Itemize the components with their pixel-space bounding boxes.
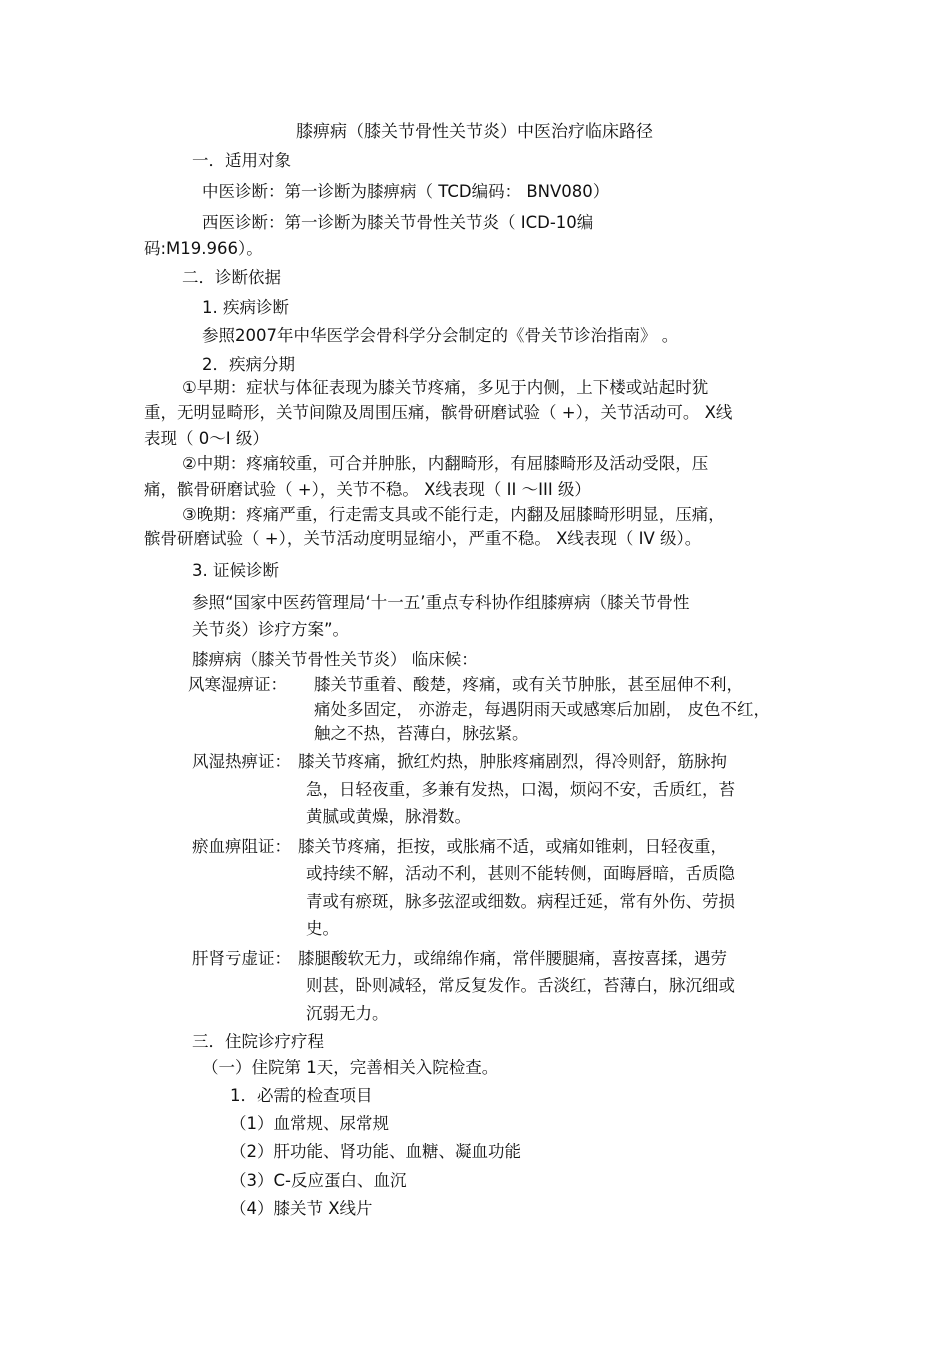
syndrome-wind-damp-heat-line-3: 黄腻或黄燥，脉滑数。 xyxy=(306,807,471,826)
clinical-syndromes-heading: 膝痹病（膝关节骨性关节炎） 临床候： xyxy=(192,650,478,669)
syndrome-reference-line-1: 参照“国家中医药管理局‘十一五’重点专科协作组膝痹病（膝关节骨性 xyxy=(192,593,690,612)
exam-item-3: （3）C-反应蛋白、血沉 xyxy=(230,1171,407,1190)
section-1-heading: 一．适用对象 xyxy=(192,151,291,170)
disease-diagnosis-title: 1. 疾病诊断 xyxy=(202,298,289,317)
document-title: 膝痹病（膝关节骨性关节炎）中医治疗临床路径 xyxy=(296,122,653,142)
syndrome-liver-kidney-label: 肝肾亏虚证： xyxy=(192,949,291,968)
syndrome-blood-stasis-line-1: 膝关节疼痛，拒按，或胀痛不适，或痛如锥刺，日轻夜重， xyxy=(298,837,727,856)
late-stage-line-1: ③晚期：疼痛严重，行走需支具或不能行走，内翻及屈膝畸形明显，压痛， xyxy=(182,505,725,524)
western-diagnosis-line-1: 西医诊断：第一诊断为膝关节骨性关节炎（ ICD-10编 xyxy=(202,213,594,232)
syndrome-blood-stasis-line-2: 或持续不解，活动不利，甚则不能转侧，面晦唇暗，舌质隐 xyxy=(306,864,735,883)
late-stage-line-2: 髌骨研磨试验（ +），关节活动度明显缩小，严重不稳。 X线表现（ IV 级）。 xyxy=(144,529,702,548)
syndrome-blood-stasis-label: 瘀血痹阻证： xyxy=(192,837,291,856)
section-2-heading: 二．诊断依据 xyxy=(182,268,281,287)
disease-staging-title: 2．疾病分期 xyxy=(202,355,295,374)
syndrome-wind-cold-damp-line-3: 触之不热，苔薄白，脉弦紧。 xyxy=(314,724,529,743)
early-stage-line-1: ①早期：症状与体征表现为膝关节疼痛，多见于内侧，上下楼或站起时犹 xyxy=(182,378,709,397)
syndrome-blood-stasis-line-4: 史。 xyxy=(306,919,339,938)
syndrome-wind-cold-damp-line-1: 膝关节重着、酸楚，疼痛，或有关节肿胀，甚至屈伸不利， xyxy=(314,675,743,694)
syndrome-wind-cold-damp-line-2: 痛处多固定， 亦游走，每遇阴雨天或感寒后加剧， 皮色不红， xyxy=(314,700,770,719)
early-stage-line-3: 表现（ 0～I 级） xyxy=(144,429,269,448)
syndrome-liver-kidney-line-1: 膝腿酸软无力，或绵绵作痛，常伴腰腿痛，喜按喜揉，遇劳 xyxy=(298,949,727,968)
syndrome-wind-damp-heat-label: 风湿热痹证： xyxy=(192,752,291,771)
tcm-diagnosis: 中医诊断：第一诊断为膝痹病（ TCD编码： BNV080） xyxy=(202,182,610,201)
syndrome-wind-damp-heat-line-1: 膝关节疼痛，掀红灼热，肿胀疼痛剧烈，得冷则舒，筋脉拘 xyxy=(298,752,727,771)
exam-item-1: （1）血常规、尿常规 xyxy=(230,1114,389,1133)
hospital-day-1: （一）住院第 1天，完善相关入院检查。 xyxy=(202,1058,499,1077)
syndrome-diagnosis-title: 3. 证候诊断 xyxy=(192,561,279,580)
early-stage-line-2: 重，无明显畸形，关节间隙及周围压痛，髌骨研磨试验（ +），关节活动可。 X线 xyxy=(144,403,733,422)
western-diagnosis-line-2: 码:M19.966）。 xyxy=(144,239,263,258)
syndrome-blood-stasis-line-3: 青或有瘀斑，脉多弦涩或细数。病程迁延，常有外伤、劳损 xyxy=(306,892,735,911)
exam-item-4: （4）膝关节 X线片 xyxy=(230,1199,373,1218)
middle-stage-line-1: ②中期：疼痛较重，可合并肿胀，内翻畸形，有屈膝畸形及活动受限，压 xyxy=(182,454,709,473)
section-3-heading: 三．住院诊疗疗程 xyxy=(192,1032,324,1051)
exam-item-2: （2）肝功能、肾功能、血糖、凝血功能 xyxy=(230,1142,521,1161)
syndrome-liver-kidney-line-2: 则甚，卧则减轻，常反复发作。舌淡红，苔薄白，脉沉细或 xyxy=(306,976,735,995)
syndrome-wind-cold-damp-label: 风寒湿痹证： xyxy=(188,675,287,694)
syndrome-wind-damp-heat-line-2: 急，日轻夜重，多兼有发热，口渴，烦闷不安，舌质红，苔 xyxy=(306,780,735,799)
middle-stage-line-2: 痛，髌骨研磨试验（ +），关节不稳。 X线表现（ II ～III 级） xyxy=(144,480,591,499)
syndrome-liver-kidney-line-3: 沉弱无力。 xyxy=(306,1004,389,1023)
syndrome-reference-line-2: 关节炎）诊疗方案”。 xyxy=(192,620,350,639)
disease-diagnosis-text: 参照2007年中华医学会骨科学分会制定的《骨关节诊治指南》 。 xyxy=(202,326,679,345)
required-exams-title: 1．必需的检查项目 xyxy=(230,1086,373,1105)
